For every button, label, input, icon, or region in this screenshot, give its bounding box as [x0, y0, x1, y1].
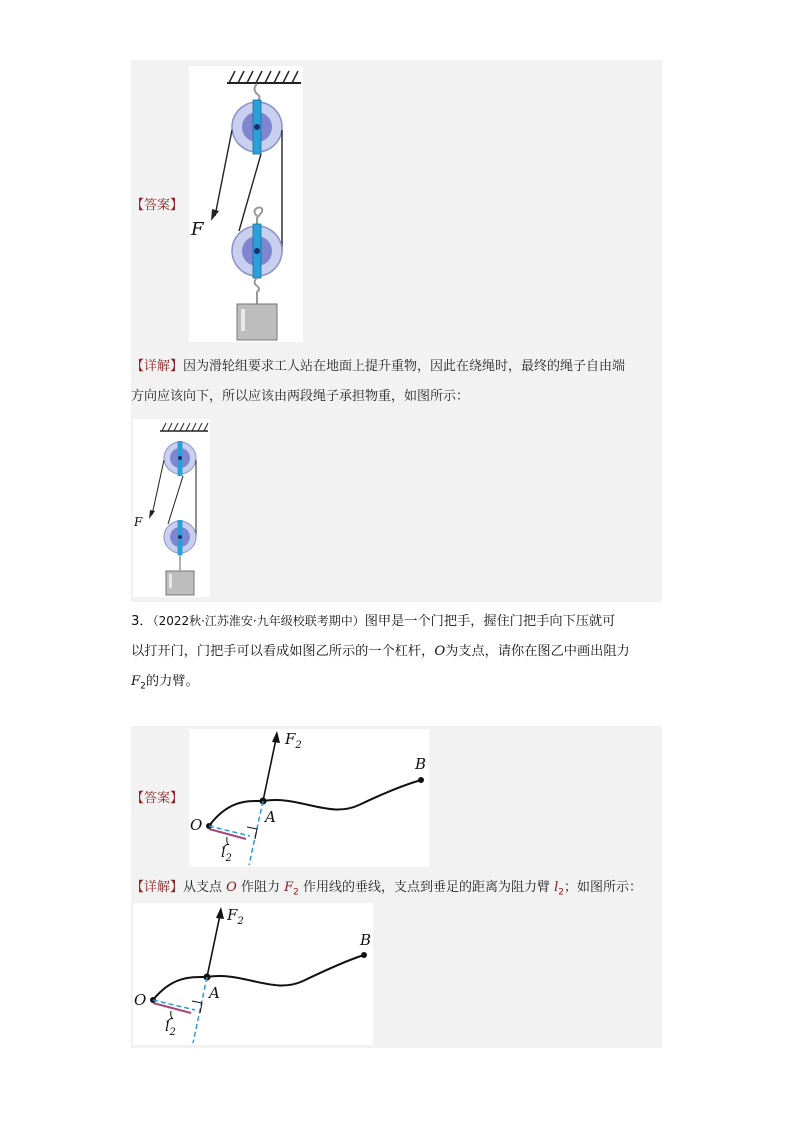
detail-label-3: 【详解】 — [131, 880, 184, 895]
detail-symbol-f-sub: 2 — [293, 887, 299, 898]
force-label-f-small: F — [134, 515, 143, 529]
label-l2-sub: 2 — [225, 853, 232, 864]
label-f2-sub-small: 2 — [237, 916, 244, 927]
label-a: A — [265, 808, 276, 826]
question-3-line2 — [131, 637, 662, 667]
question-3 — [131, 606, 662, 702]
label-b: B — [415, 755, 427, 773]
question-3-line3 — [131, 667, 662, 702]
detail-symbol-l: l — [554, 880, 559, 895]
label-b-small: B — [360, 931, 372, 949]
pulley-figure-answer — [189, 66, 303, 342]
detail-line-1 — [131, 359, 625, 375]
detail-text-3c: 作用线的垂线，支点到垂足的距离为阻力臂 — [298, 880, 555, 895]
label-o: O — [190, 816, 203, 834]
force-label-f: F — [191, 219, 204, 240]
pivot-symbol-o: O — [434, 644, 446, 659]
lever-diagram-small — [133, 903, 373, 1045]
label-l2-small: l — [165, 1019, 170, 1035]
label-l2: l — [221, 845, 226, 861]
detail-text-3b: 作阻力 — [236, 880, 285, 895]
detail-line-2: 方向应该向下，所以应该由两段绳子承担物重，如图所示： — [131, 389, 470, 404]
question-number: 3． — [131, 614, 153, 629]
pulley-figure-detail — [133, 419, 210, 597]
svg-text:F2 — [226, 906, 244, 927]
detail-text-1a: 因为滑轮组要求工人站在地面上提升重物，因此在绕绳时，最终的绳子自由端 — [183, 359, 626, 374]
detail-symbol-l-sub: 2 — [558, 887, 565, 898]
label-o-small: O — [134, 991, 147, 1009]
label-f2-sub: 2 — [295, 740, 302, 751]
svg-text:l2 — [221, 845, 232, 864]
label-a-small: A — [209, 984, 220, 1002]
detail-symbol-f: F — [284, 880, 294, 895]
pulley-diagram-small — [133, 419, 210, 597]
detail-text-3a: 从支点 — [183, 880, 227, 895]
question-3-line1 — [131, 606, 662, 637]
question-text-2a: 以打开门，门把手可以看成如图乙所示的一个杠杆， — [131, 644, 435, 659]
question-text-3: 的力臂。 — [145, 674, 199, 689]
question-text-2b: 为支点，请你在图乙中画出阻力 — [445, 644, 630, 659]
lever-figure-detail — [133, 903, 373, 1045]
label-l2-sub-small: 2 — [169, 1027, 176, 1038]
answer-label-1: 【答案】 — [131, 198, 184, 213]
force-subscript: 2 — [140, 681, 146, 692]
detail-label-1: 【详解】 — [131, 359, 184, 374]
detail-symbol-o: O — [226, 880, 237, 895]
answer-label-3: 【答案】 — [131, 791, 184, 806]
svg-text:l2 — [165, 1019, 176, 1038]
svg-text:F2 — [284, 730, 302, 751]
pulley-diagram-large — [189, 66, 303, 342]
question-text-1: 图甲是一个门把手，握住门把手向下压就可 — [364, 614, 616, 629]
lever-diagram-large — [189, 729, 429, 867]
detail-text-3d: ；如图所示： — [564, 880, 643, 895]
question-source: （2022秋·江苏淮安·九年级校联考期中） — [152, 614, 365, 628]
label-f2: F — [285, 730, 296, 748]
force-symbol-f: F — [131, 674, 141, 689]
label-f2-small: F — [227, 906, 238, 924]
detail-line-3 — [131, 880, 642, 901]
lever-figure-answer — [189, 729, 429, 867]
